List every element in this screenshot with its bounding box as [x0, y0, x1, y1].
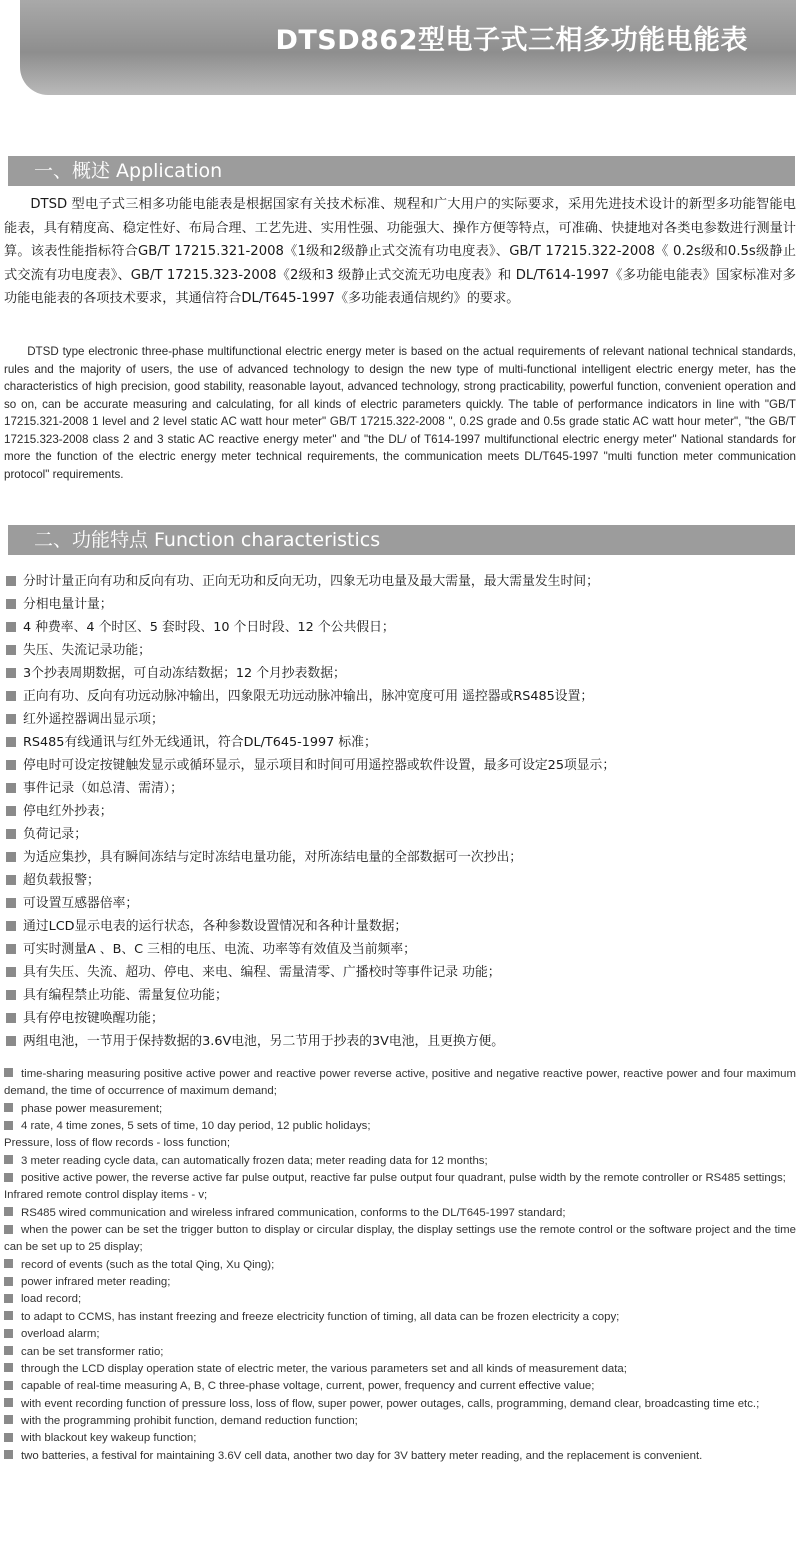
- feature-text-cn: 4 种费率、4 个时区、5 套时段、10 个日时段、12 个公共假日；: [23, 620, 395, 635]
- square-bullet-icon: [4, 1329, 13, 1338]
- feature-item-en: [4, 1135, 796, 1152]
- feature-item-en: [4, 1344, 796, 1361]
- square-bullet-icon: [4, 1225, 13, 1234]
- feature-text-cn: 停电时可设定按键触发显示或循环显示，显示项目和时间可用遥控器或软件设置，最多可设定25项显示；: [23, 758, 616, 773]
- square-bullet-icon: [4, 1363, 13, 1372]
- square-bullet-icon: [4, 1277, 13, 1286]
- feature-text-cn: 超负载报警；: [23, 873, 100, 888]
- feature-text-cn: 失压、失流记录功能；: [23, 643, 151, 658]
- feature-item-en: [4, 1257, 796, 1274]
- feature-item-cn: [6, 1007, 796, 1030]
- feature-item-cn: [6, 639, 796, 662]
- feature-text-en: when the power can be set the trigger button to display or circular display, the display settings use the remote control or the software project and the time can be set up to 25 display;: [4, 1224, 796, 1254]
- section-heading-application: 一、概述 Application: [8, 156, 795, 186]
- square-bullet-icon: [4, 1103, 13, 1112]
- feature-item-en: [4, 1396, 796, 1413]
- feature-text-cn: RS485有线通讯与红外无线通讯，符合DL/T645-1997 标准；: [23, 735, 377, 750]
- feature-item-en: [4, 1205, 796, 1222]
- feature-item-en: [4, 1101, 796, 1118]
- feature-text-cn: 可设置互感器倍率；: [23, 896, 139, 911]
- feature-list-en: [4, 1066, 796, 1465]
- feature-item-en: [4, 1430, 796, 1447]
- feature-text-en: positive active power, the reverse active far pulse output, reactive far pulse output four quadrant, pulse width by the remote controller or RS485 settings;: [21, 1172, 786, 1185]
- feature-text-cn: 分相电量计量；: [23, 597, 113, 612]
- feature-text-en: 3 meter reading cycle data, can automatically frozen data; meter reading data for 12 months;: [21, 1154, 488, 1167]
- feature-text-en: load record;: [21, 1293, 82, 1306]
- square-bullet-icon: [6, 967, 16, 977]
- feature-item-cn: [6, 662, 796, 685]
- feature-text-cn: 负荷记录；: [23, 827, 87, 842]
- feature-text-en: Infrared remote control display items - v;: [4, 1189, 208, 1202]
- feature-text-en: to adapt to CCMS, has instant freezing and freeze electricity function of timing, all data can be frozen electricity a copy;: [21, 1310, 620, 1323]
- feature-item-cn: [6, 731, 796, 754]
- feature-item-cn: [6, 1030, 796, 1053]
- feature-text-en: with blackout key wakeup function;: [21, 1432, 197, 1445]
- square-bullet-icon: [6, 622, 16, 632]
- square-bullet-icon: [6, 599, 16, 609]
- feature-item-cn: [6, 708, 796, 731]
- feature-item-en: [4, 1326, 796, 1343]
- feature-item-cn: [6, 961, 796, 984]
- feature-text-en: two batteries, a festival for maintaining 3.6V cell data, another two day for 3V battery meter reading, and the replacement is convenient.: [21, 1449, 703, 1462]
- feature-item-cn: [6, 800, 796, 823]
- feature-text-en: phase power measurement;: [21, 1102, 163, 1115]
- feature-item-cn: [6, 984, 796, 1007]
- feature-text-cn: 红外遥控器调出显示项；: [23, 712, 164, 727]
- square-bullet-icon: [4, 1346, 13, 1355]
- feature-item-cn: [6, 846, 796, 869]
- square-bullet-icon: [4, 1311, 13, 1320]
- feature-text-cn: 事件记录（如总清、需清）；: [23, 781, 183, 796]
- feature-text-cn: 3个抄表周期数据，可自动冻结数据；12 个月抄表数据；: [23, 666, 346, 681]
- feature-text-cn: 为适应集抄，具有瞬间冻结与定时冻结电量功能，对所冻结电量的全部数据可一次抄出；: [23, 850, 523, 865]
- square-bullet-icon: [6, 921, 16, 931]
- square-bullet-icon: [4, 1398, 13, 1407]
- feature-item-cn: [6, 915, 796, 938]
- feature-item-cn: [6, 754, 796, 777]
- feature-item-en: [4, 1153, 796, 1170]
- square-bullet-icon: [6, 737, 16, 747]
- feature-text-cn: 具有停电按键唤醒功能；: [23, 1011, 164, 1026]
- feature-text-cn: 分时计量正向有功和反向有功、正向无功和反向无功，四象无功电量及最大需量，最大需量发生时间；: [23, 574, 599, 589]
- feature-list-cn: [6, 570, 796, 1053]
- feature-item-cn: [6, 616, 796, 639]
- feature-text-en: 4 rate, 4 time zones, 5 sets of time, 10 day period, 12 public holidays;: [21, 1120, 371, 1133]
- feature-text-cn: 正向有功、反向有功远动脉冲输出，四象限无功远动脉冲输出，脉冲宽度可用 遥控器或RS485设置；: [23, 689, 594, 704]
- overview-paragraph-en: DTSD type electronic three-phase multifunctional electric energy meter is based on the actual requirements of relevant national technical standards, rules and the majority of users, the use of advanced technology to design the new type of multi-functional intelligent electric energy meter, has the characteristics of high precision, good stability, reasonable layout, advanced technology, strong practicability, powerful function, convenient operation and so on, can be accurate measuring and calculating, for all kinds of electric parameters quickly. The table of performance indicators in line with "GB/T 17215.321-2008 1 level and 2 level static AC watt hour meter" GB/T 17215.322-2008 ", 0.2S grade and 0.5s grade static AC watt hour meter", "the GB/T 17215.323-2008 class 2 and 3 static AC reactive energy meter" and "the DL/ of T614-1997 multifunctional electric energy meter" National standards for more the function of the electric energy meter technical requirements, the communication meets DL/T645-1997 "multi function meter communication protocol" requirements.: [4, 345, 796, 481]
- square-bullet-icon: [6, 806, 16, 816]
- title-banner: [20, 0, 796, 95]
- feature-item-cn: [6, 823, 796, 846]
- feature-text-cn: 通过LCD显示电表的运行状态，各种参数设置情况和各种计量数据；: [23, 919, 408, 934]
- feature-text-cn: 停电红外抄表；: [23, 804, 113, 819]
- feature-text-en: record of events (such as the total Qing, Xu Qing);: [21, 1258, 275, 1271]
- feature-text-en: RS485 wired communication and wireless infrared communication, conforms to the DL/T645-1997 standard;: [21, 1206, 566, 1219]
- square-bullet-icon: [4, 1381, 13, 1390]
- feature-item-cn: [6, 892, 796, 915]
- square-bullet-icon: [6, 645, 16, 655]
- square-bullet-icon: [6, 1036, 16, 1046]
- feature-text-cn: 具有失压、失流、超功、停电、来电、编程、需量清零、广播校时等事件记录 功能；: [23, 965, 501, 980]
- feature-text-en: capable of real-time measuring A, B, C three-phase voltage, current, power, frequency and current effective value;: [21, 1380, 595, 1393]
- feature-text-en: can be set transformer ratio;: [21, 1345, 164, 1358]
- square-bullet-icon: [4, 1173, 13, 1182]
- square-bullet-icon: [6, 760, 16, 770]
- square-bullet-icon: [6, 852, 16, 862]
- square-bullet-icon: [6, 875, 16, 885]
- feature-text-cn: 两组电池，一节用于保持数据的3.6V电池，另二节用于抄表的3V电池，且更换方便。: [23, 1034, 505, 1049]
- square-bullet-icon: [6, 714, 16, 724]
- square-bullet-icon: [4, 1450, 13, 1459]
- feature-item-en: [4, 1170, 796, 1187]
- feature-text-cn: 可实时测量A 、B、C 三相的电压、电流、功率等有效值及当前频率；: [23, 942, 416, 957]
- feature-text-en: Pressure, loss of flow records - loss function;: [4, 1137, 230, 1150]
- square-bullet-icon: [6, 783, 16, 793]
- feature-item-en: [4, 1066, 796, 1101]
- feature-item-en: [4, 1309, 796, 1326]
- feature-item-cn: [6, 593, 796, 616]
- feature-item-cn: [6, 869, 796, 892]
- square-bullet-icon: [6, 691, 16, 701]
- square-bullet-icon: [4, 1294, 13, 1303]
- feature-item-en: [4, 1413, 796, 1430]
- feature-item-cn: [6, 938, 796, 961]
- feature-text-en: with the programming prohibit function, demand reduction function;: [21, 1414, 358, 1427]
- section-heading-function: 二、功能特点 Function characteristics: [8, 525, 795, 555]
- feature-item-en: [4, 1187, 796, 1204]
- feature-item-cn: [6, 685, 796, 708]
- square-bullet-icon: [4, 1207, 13, 1216]
- feature-item-en: [4, 1274, 796, 1291]
- square-bullet-icon: [4, 1433, 13, 1442]
- feature-item-cn: [6, 570, 796, 593]
- square-bullet-icon: [4, 1068, 13, 1077]
- square-bullet-icon: [6, 829, 16, 839]
- square-bullet-icon: [4, 1415, 13, 1424]
- feature-item-en: [4, 1378, 796, 1395]
- square-bullet-icon: [6, 990, 16, 1000]
- feature-text-en: power infrared meter reading;: [21, 1276, 171, 1289]
- feature-text-en: through the LCD display operation state of electric meter, the various parameters set and all kinds of measurement data;: [21, 1362, 627, 1375]
- square-bullet-icon: [6, 576, 16, 586]
- feature-item-en: [4, 1222, 796, 1257]
- page-title: DTSD862型电子式三相多功能电能表: [275, 25, 748, 56]
- square-bullet-icon: [6, 668, 16, 678]
- feature-text-cn: 具有编程禁止功能、需量复位功能；: [23, 988, 228, 1003]
- feature-text-en: overload alarm;: [21, 1328, 100, 1341]
- square-bullet-icon: [4, 1155, 13, 1164]
- feature-item-en: [4, 1291, 796, 1308]
- square-bullet-icon: [4, 1259, 13, 1268]
- square-bullet-icon: [6, 944, 16, 954]
- feature-item-cn: [6, 777, 796, 800]
- feature-item-en: [4, 1448, 796, 1465]
- square-bullet-icon: [6, 898, 16, 908]
- feature-text-en: with event recording function of pressure loss, loss of flow, super power, power outages, calls, programming, demand clear, broadcasting time etc.;: [21, 1397, 760, 1410]
- overview-paragraph-cn: DTSD 型电子式三相多功能电能表是根据国家有关技术标准、规程和广大用户的实际要求，采用先进技术设计的新型多功能智能电能表，具有精度高、稳定性好、布局合理、工艺先进、实用性强、功能强大、操作方便等特点，可准确、快捷地对各类电参数进行测量计算。该表性能指标符合GB/T 17215.321-2008《1级和2级静止式交流有功电度表》、GB/T 17215.322-2008《 0.2s级和0.5s级静止式交流有功电度表》、GB/T 17215.323-2008《2级和3 级静止式交流无功电度表》和 DL/T614-1997《多功能电能表》国家标准对多功能电能表的各项技术要求，其通信符合DL/T645-1997《多功能表通信规约》的要求。: [4, 197, 796, 306]
- feature-item-en: [4, 1361, 796, 1378]
- square-bullet-icon: [4, 1121, 13, 1130]
- feature-item-en: [4, 1118, 796, 1135]
- square-bullet-icon: [6, 1013, 16, 1023]
- feature-text-en: time-sharing measuring positive active power and reactive power reverse active, positive and negative reactive power, reactive power and four maximum demand, the time of occurrence of maximum demand;: [4, 1068, 796, 1098]
